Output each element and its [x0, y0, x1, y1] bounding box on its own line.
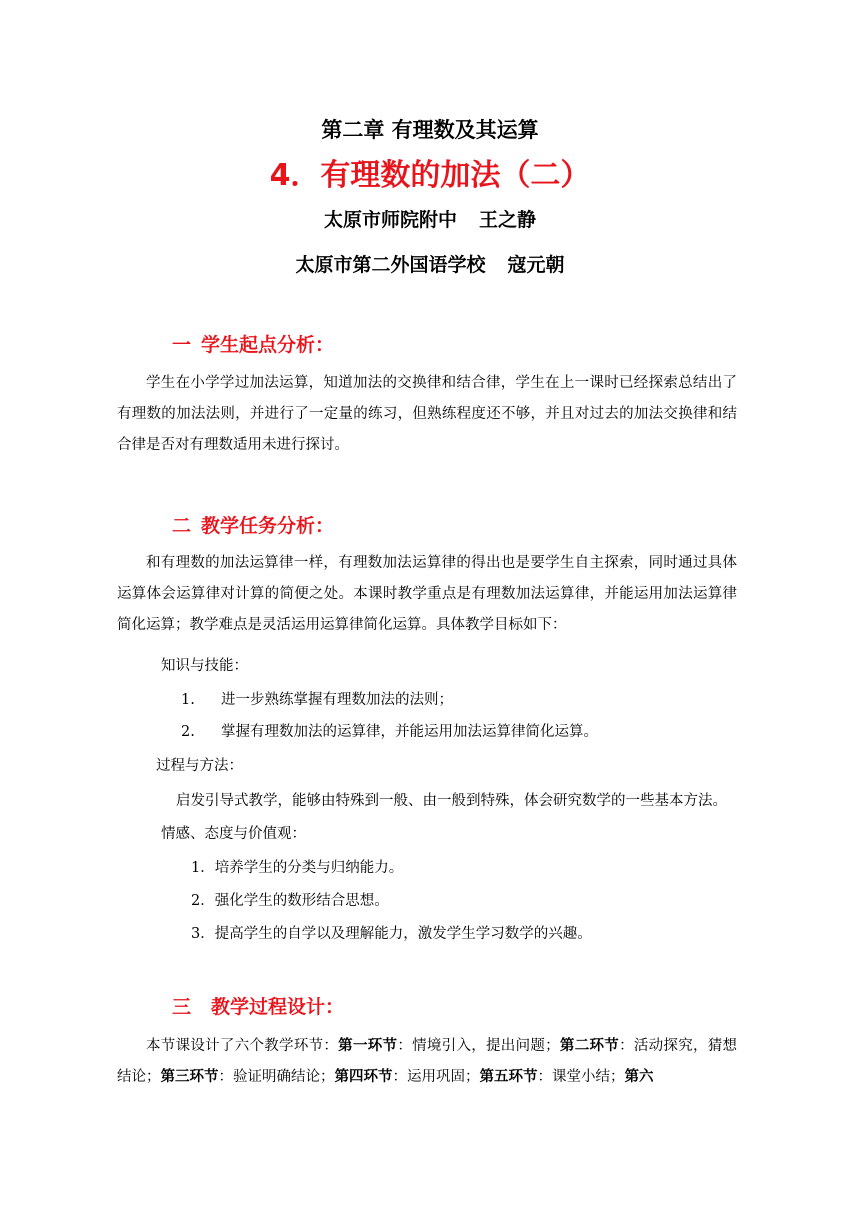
step-label: 第五环节 [479, 1069, 538, 1085]
list-item [181, 720, 598, 741]
step-text: ：验证明确结论； [218, 1069, 335, 1085]
section-heading-student-analysis [172, 330, 334, 357]
step-label: 第六 [624, 1069, 654, 1085]
step-text: ：课堂小结； [537, 1069, 625, 1085]
author-line-1 [0, 205, 860, 232]
list-text: 进一步熟练掌握有理数加法的法则； [221, 692, 453, 708]
list-number: 1. [181, 692, 195, 708]
list-item [181, 688, 453, 709]
list-number: 2. [181, 724, 195, 740]
section-title: 教学任务分析： [201, 515, 335, 537]
section-title: 教学过程设计： [211, 996, 345, 1018]
lesson-title: 4．有理数的加法（二） [269, 158, 591, 193]
student-analysis-paragraph: 学生在小学学过加法运算，知道加法的交换律和结合律，学生在上一课时已经探索总结出了有理数的加法法则，并进行了一定量的练习，但熟练程度还不够，并且对过去的加法交换律和结合律是否对有理数适用未进行探讨。 [117, 375, 737, 453]
intro-text: 本节课设计了六个教学环节： [146, 1038, 339, 1054]
step-text: ：情境引入，提出问题； [397, 1038, 560, 1054]
section-heading-process-design [172, 992, 344, 1019]
author-name: 王之静 [479, 209, 537, 231]
process-label: 过程与方法： [156, 758, 243, 774]
author-school: 太原市第二外国语学校 [295, 254, 486, 276]
process-design-paragraph [117, 1031, 737, 1093]
step-label: 第四环节 [334, 1069, 393, 1085]
author-line-2 [0, 250, 860, 277]
list-item: 1．培养学生的分类与归纳能力。 [191, 860, 404, 876]
list-text: 掌握有理数加法的运算律，并能运用加法运算律简化运算。 [221, 724, 598, 740]
task-analysis-paragraph: 和有理数的加法运算律一样，有理数加法运算律的得出也是要学生自主探索，同时通过具体运算体会运算律对计算的简便之处。本课时教学重点是有理数加法运算律，并能运用加法运算律简化运算；教学难点是灵活运用运算律简化运算。具体教学目标如下： [117, 555, 737, 633]
section-number: 二 [172, 515, 192, 537]
knowledge-label: 知识与技能： [161, 658, 248, 674]
list-item: 2．强化学生的数形结合思想。 [191, 893, 389, 909]
step-label: 第一环节 [338, 1038, 398, 1054]
section-title: 学生起点分析： [201, 334, 335, 356]
emotion-label: 情感、态度与价值观： [161, 826, 306, 842]
author-school: 太原市师院附中 [323, 209, 457, 231]
step-text: ：运用巩固； [392, 1069, 480, 1085]
section-number: 三 [172, 996, 192, 1018]
chapter-title: 第二章 有理数及其运算 [321, 118, 539, 142]
list-item: 3．提高学生的自学以及理解能力，激发学生学习数学的兴趣。 [191, 926, 592, 942]
section-number: 一 [172, 334, 192, 356]
process-text: 启发引导式教学，能够由特殊到一般、由一般到特殊，体会研究数学的一些基本方法。 [176, 793, 727, 809]
step-text: ：活动探究，猜想结论； [117, 1038, 738, 1085]
step-label: 第二环节 [559, 1038, 620, 1054]
step-label: 第三环节 [160, 1069, 219, 1085]
section-heading-task-analysis [172, 511, 334, 538]
author-name: 寇元朝 [507, 254, 565, 276]
